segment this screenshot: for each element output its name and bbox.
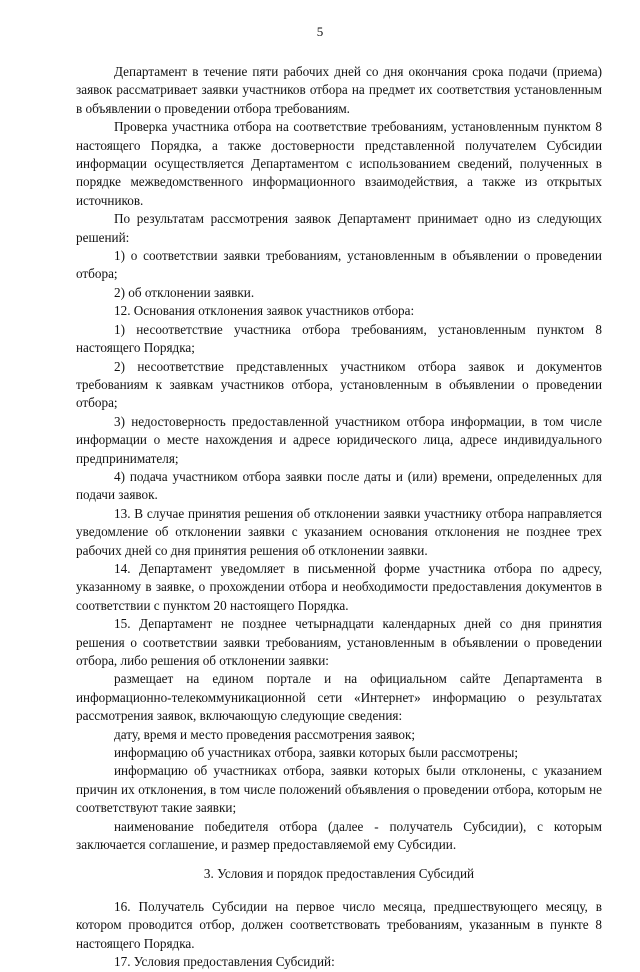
clause-15: 15. Департамент не позднее четырнадцати календарных дней со дня принятия решения о соответствии заявки требованиям, установленным в объявлении о проведении отбора, либо решения об отклонении заявки: [76, 616, 602, 668]
clause-16: 16. Получатель Субсидии на первое число месяца, предшествующего месяцу, в котором проводится отбор, должен соответствовать требованиям, указанным в пункте 8 настоящего Порядка. [76, 898, 602, 951]
clause-17: 17. Условия предоставления Субсидий: [114, 954, 335, 970]
list-item-decision-1: 1) о соответствии заявки требованиям, установленным в объявлении о проведении отбора; [76, 248, 602, 282]
list-item-publication-2: информацию об участниках отбора, заявки которых были рассмотрены; [114, 745, 519, 761]
list-item-publication-3: информацию об участниках отбора, заявки которых были отклонены, с указанием причин их отклонения, в том числе положений объявления о проведении отбора, которым не соответствуют такие заявки; [76, 763, 602, 816]
list-item-publication-1: дату, время и место проведения рассмотрения заявок; [114, 726, 416, 742]
paragraph-review-deadline: Департамент в течение пяти рабочих дней со дня окончания срока подачи (приема) заявок рассматривает заявки участников отбора на предмет их соответствия установленным в объявлении о проведении отбора требованиям. [76, 64, 602, 116]
document-body [76, 63, 602, 972]
list-item-rejection-3: 3) недостоверность предоставленной участником отбора информации, в том числе информации о месте нахождения и адресе юридического лица, адресе индивидуального предпринимателя; [76, 413, 602, 466]
paragraph-verification: Проверка участника отбора на соответствие требованиям, установленным пунктом 8 настоящего Порядка, а также достоверности представленной получателем Субсидии информации осуществляется Департаментом с использованием сведений, полученных в порядке межведомственного информационного взаимодействия, а также из открытых источников. [76, 119, 602, 208]
list-item-rejection-2: 2) несоответствие представленных участником отбора заявок и документов требованиям к заявкам участников отбора, установленным в объявлении о проведении отбора; [76, 358, 602, 411]
clause-14: 14. Департамент уведомляет в письменной форме участника отбора по адресу, указанному в заявке, о прохождении отбора и необходимости предоставления документов в соответствии с пунктом 20 настоящего Порядка. [76, 560, 602, 613]
clause-12-title: 12. Основания отклонения заявок участников отбора: [114, 303, 415, 319]
section-heading: 3. Условия и порядок предоставления Субсидий [203, 866, 475, 882]
paragraph-publication: размещает на едином портале и на официальном сайте Департамента в информационно-телекоммуникационной сети «Интернет» информацию о результатах рассмотрения заявок, включающую следующие сведения: [76, 671, 602, 724]
list-item-publication-4: наименование победителя отбора (далее - получатель Субсидии), с которым заключается соглашение, и размер предоставляемой ему Субсидии. [76, 818, 602, 853]
list-item-rejection-4: 4) подача участником отбора заявки после даты и (или) времени, определенных для подачи заявок. [76, 468, 602, 503]
paragraph-decisions-intro: По результатам рассмотрения заявок Департамент принимает одно из следующих решений: [76, 211, 602, 245]
list-item-rejection-1: 1) несоответствие участника отбора требованиям, установленным пунктом 8 настоящего Порядка; [76, 321, 602, 356]
clause-13: 13. В случае принятия решения об отклонении заявки участнику отбора направляется уведомление об отклонении заявки с указанием основания отклонения не позднее трех рабочих дней со дня принятия решения об отклонении заявки. [76, 505, 602, 558]
list-item-decision-2: 2) об отклонении заявки. [114, 284, 255, 300]
page-number: 5 [316, 24, 324, 39]
